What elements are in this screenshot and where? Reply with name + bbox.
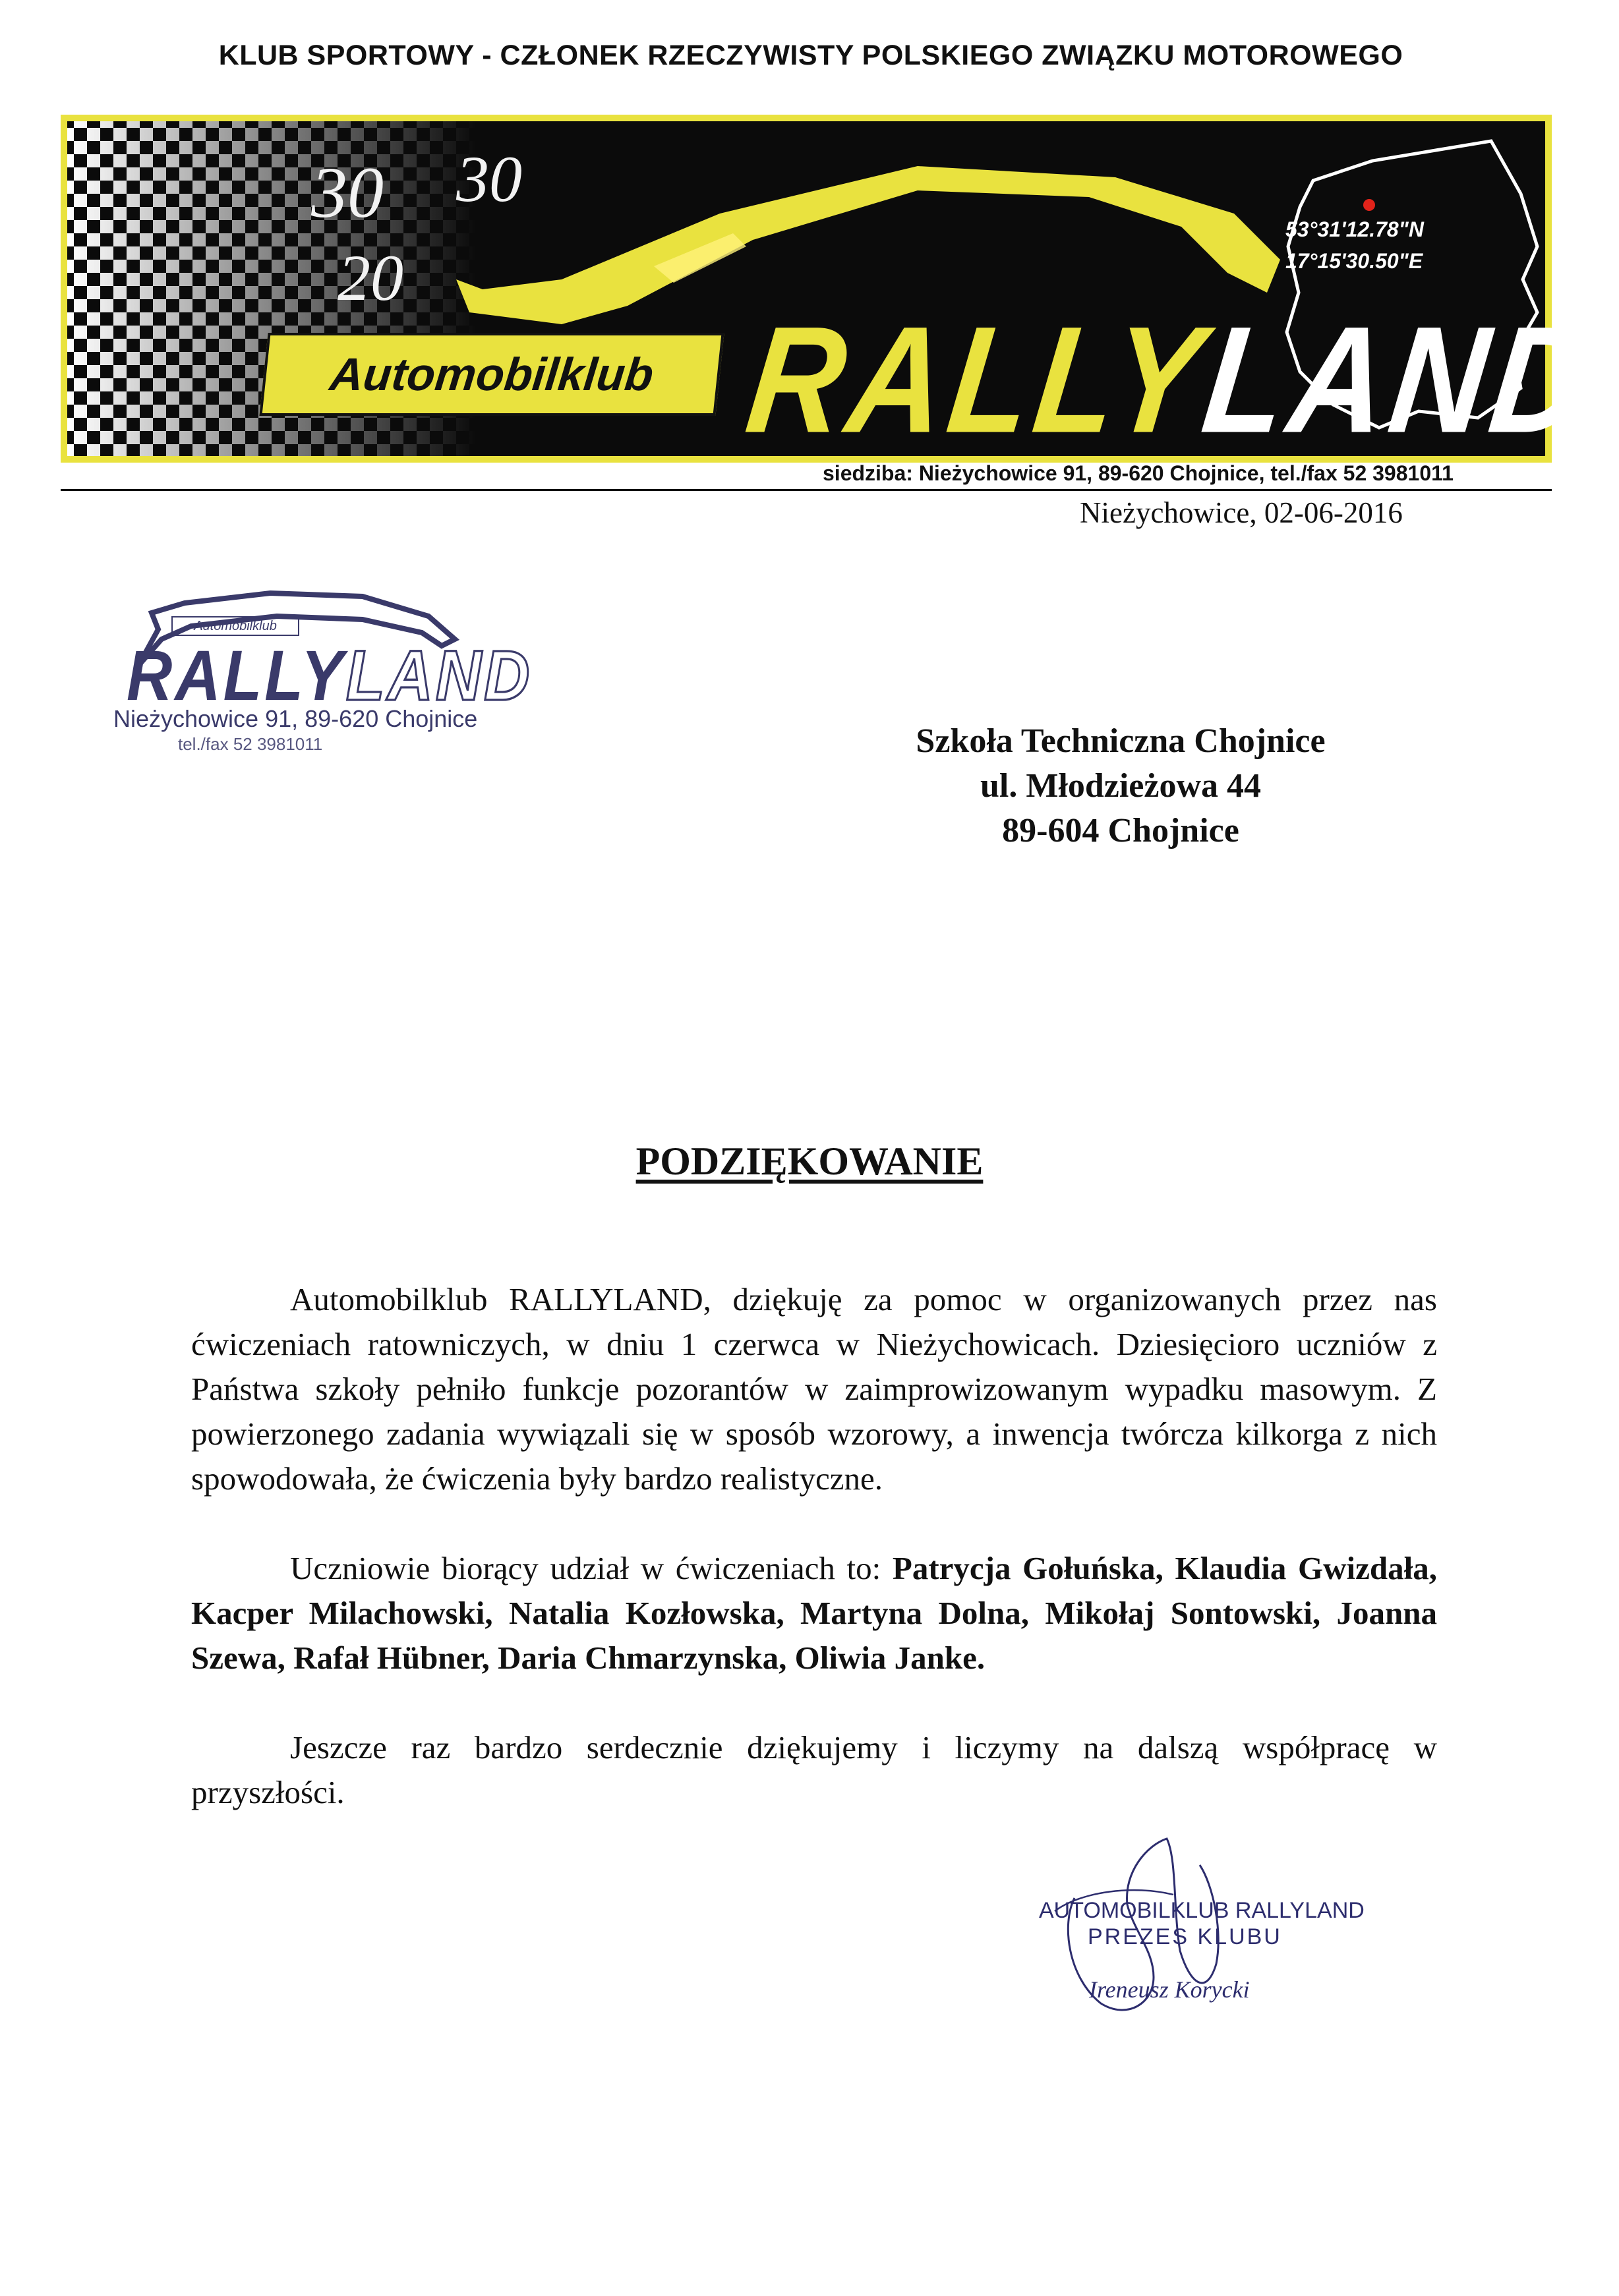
stamp-brand-land: LAND <box>345 636 533 716</box>
location-dot <box>1363 199 1375 211</box>
signature-club: AUTOMOBILKLUB RALLYLAND <box>1039 1898 1365 1923</box>
signature-role: PREZES KLUBU <box>1088 1924 1282 1949</box>
recipient-city: 89-604 Chojnice <box>1002 812 1239 849</box>
stamp-brand-logo <box>127 636 533 716</box>
banner-brand-logo <box>739 295 1603 465</box>
body-paragraph-2 <box>191 1546 1437 1680</box>
banner-automobilklub-label: Automobilklub <box>259 333 724 416</box>
recipient-name: Szkoła Techniczna Chojnice <box>916 722 1326 760</box>
header-divider <box>61 489 1552 491</box>
participants-names: Patrycja Gołuńska, Klaudia Gwizdała, Kacper Milachowski, Natalia Kozłowska, Martyna Dolna, Mikołaj Sontowski, Joanna Szewa, Rafał Hübner, Daria Chmarzynska, Oliwia Janke. <box>191 1550 1438 1676</box>
stamp-address: Nieżychowice 91, 89-620 Chojnice <box>113 705 478 732</box>
document-date: Nieżychowice, 02-06-2016 <box>1080 496 1403 529</box>
stamp-automobilklub-tag: Automobilklub <box>171 616 299 636</box>
coordinate-latitude: 53°31'12.78"N <box>1285 217 1424 241</box>
recipient-street: ul. Młodzieżowa 44 <box>980 767 1262 805</box>
handwritten-mark-3: 20 <box>338 241 403 314</box>
brand-rally: RALLY <box>739 295 1216 465</box>
participants-intro: Uczniowie biorący udział w ćwiczeniach to: <box>290 1550 893 1586</box>
stamp-brand-rally: RALLY <box>127 636 346 716</box>
body-paragraph-3: Jeszcze raz bardzo serdecznie dziękujemy i liczymy na dalszą współpracę w przyszłości. <box>191 1729 1437 1810</box>
handwritten-mark-1: 30 <box>311 152 384 233</box>
signature-name: Ireneusz Korycki <box>1089 1976 1250 2003</box>
club-seat-address: siedziba: Nieżychowice 91, 89-620 Chojnice, tel./fax 52 3981011 <box>823 461 1454 485</box>
brand-land: LAND <box>1194 295 1603 465</box>
document-title: PODZIĘKOWANIE <box>635 1139 984 1183</box>
stamp-telephone: tel./fax 52 3981011 <box>178 734 323 754</box>
club-membership-line: KLUB SPORTOWY - CZŁONEK RZECZYWISTY POLSKIEGO ZWIĄZKU MOTOROWEGO <box>218 40 1403 71</box>
body-paragraph-1: Automobilklub RALLYLAND, dziękuję za pomoc w organizowanych przez nas ćwiczeniach ratowniczych, w dniu 1 czerwca w Nieżychowicach. Dziesięcioro uczniów z Państwa szkoły pełniło funkcje pozorantów w zaimprowizowanym wypadku masowym. Z powierzonego zadania wywiązali się w sposób wzorowy, a inwencja twórcza kilkorga z nich spowodowała, że ćwiczenia były bardzo realistyczne. <box>191 1281 1437 1497</box>
handwritten-mark-2: 30 <box>456 142 522 215</box>
coordinate-longitude: 17°15'30.50"E <box>1285 249 1423 273</box>
